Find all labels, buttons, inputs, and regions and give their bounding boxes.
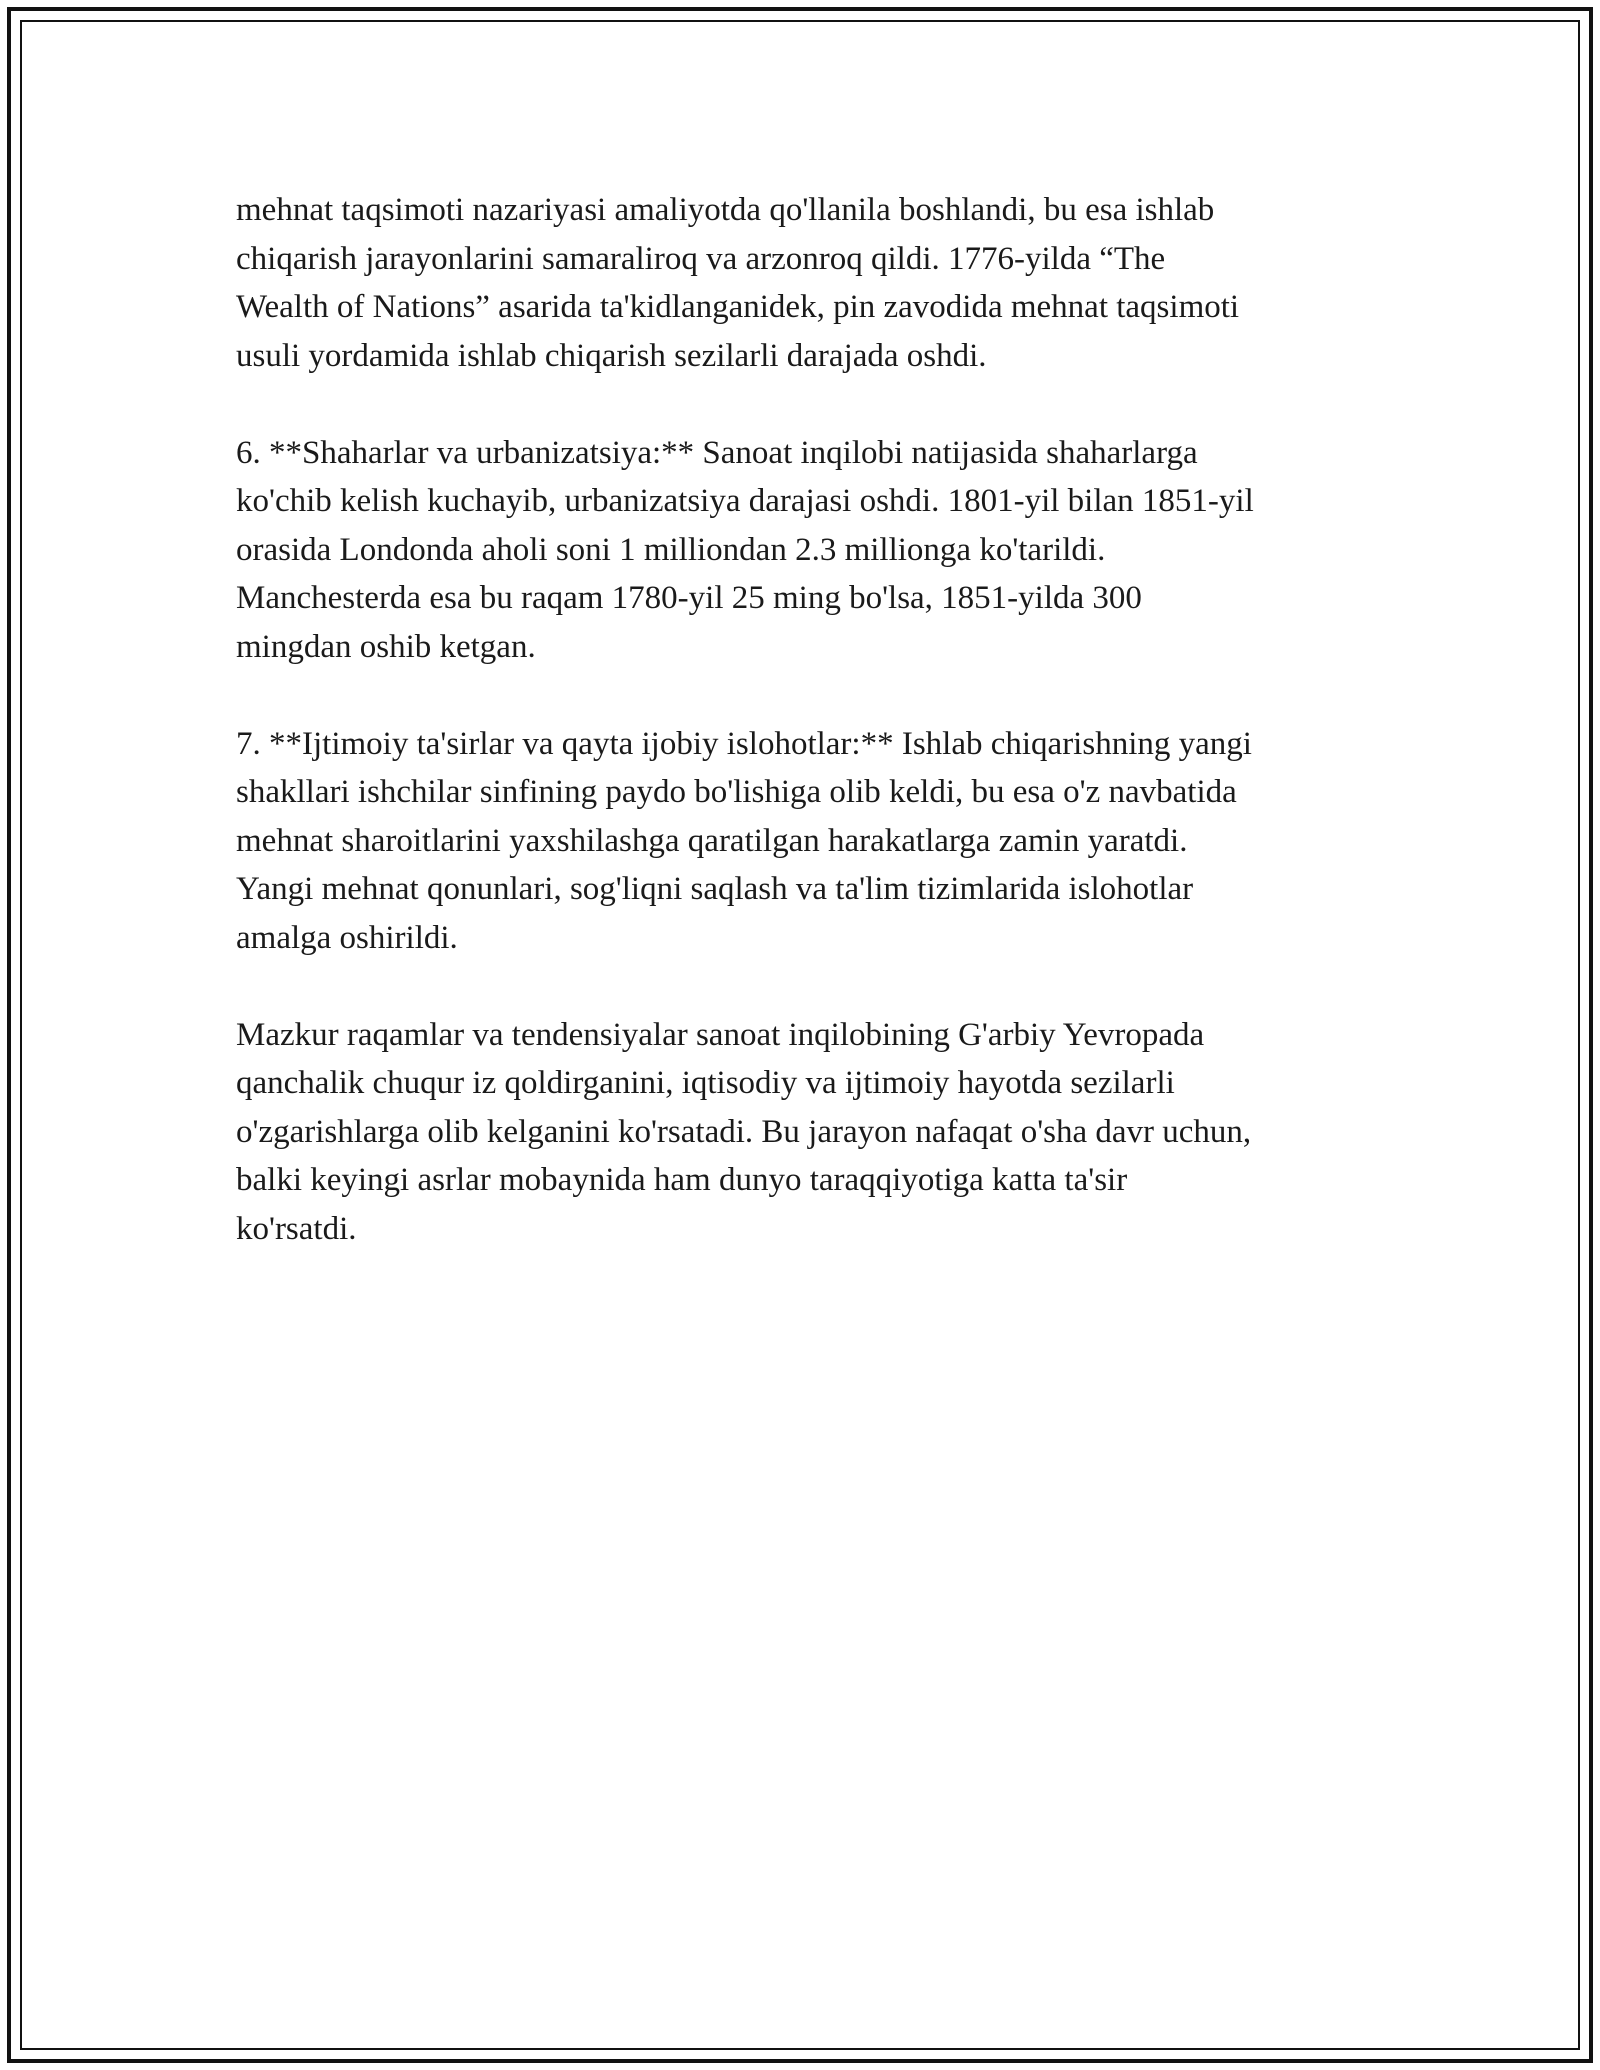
text-line: o'zgarishlarga olib kelganini ko'rsatadi. Bu jarayon nafaqat o'sha davr uchun, xyxy=(236,1113,1252,1150)
document-body xyxy=(236,186,1386,1302)
text-line: ko'rsatdi. xyxy=(236,1210,357,1247)
text-line: usuli yordamida ishlab chiqarish sezilarli darajada oshdi. xyxy=(236,337,987,374)
paragraph-urbanization xyxy=(236,429,1386,672)
text-line: 7. **Ijtimoiy ta'sirlar va qayta ijobiy islohotlar:** Ishlab chiqarishning yangi xyxy=(236,725,1252,762)
text-line: Manchesterda esa bu raqam 1780-yil 25 ming bo'lsa, 1851-yilda 300 xyxy=(236,580,1142,616)
text-line: shakllari ishchilar sinfining paydo bo'lishiga olib keldi, bu esa o'z navbatida xyxy=(236,774,1237,810)
text-line: Mazkur raqamlar va tendensiyalar sanoat inqilobining G'arbiy Yevropada xyxy=(236,1016,1205,1053)
text-line: Yangi mehnat qonunlari, sog'liqni saqlash va ta'lim tizimlarida islohotlar xyxy=(236,871,1194,907)
text-line: ko'chib kelish kuchayib, urbanizatsiya darajasi oshdi. 1801-yil bilan 1851-yil xyxy=(236,483,1254,519)
text-line: amalga oshirildi. xyxy=(236,919,458,956)
text-line: mehnat taqsimoti nazariyasi amaliyotda qo'llanila boshlandi, bu esa ishlab xyxy=(236,192,1215,228)
text-line: mingdan oshib ketgan. xyxy=(236,628,536,665)
text-line: qanchalik chuqur iz qoldirganini, iqtisodiy va ijtimoiy hayotda sezilarli xyxy=(236,1065,1175,1101)
text-line: Wealth of Nations” asarida ta'kidlanganidek, pin zavodida mehnat taqsimoti xyxy=(236,289,1240,325)
text-line: balki keyingi asrlar mobaynida ham dunyo taraqqiyotiga katta ta'sir xyxy=(236,1162,1128,1198)
paragraph-conclusion xyxy=(236,1011,1386,1254)
text-line: chiqarish jarayonlarini samaraliroq va arzonroq qildi. 1776-yilda “The xyxy=(236,240,1166,277)
text-line: orasida Londonda aholi soni 1 milliondan 2.3 millionga ko'tarildi. xyxy=(236,531,1106,568)
paragraph-social-effects xyxy=(236,720,1386,963)
paragraph-division-of-labor xyxy=(236,186,1386,380)
text-line: 6. **Shaharlar va urbanizatsiya:** Sanoat inqilobi natijasida shaharlarga xyxy=(236,434,1198,471)
text-line: mehnat sharoitlarini yaxshilashga qaratilgan harakatlarga zamin yaratdi. xyxy=(236,822,1188,859)
